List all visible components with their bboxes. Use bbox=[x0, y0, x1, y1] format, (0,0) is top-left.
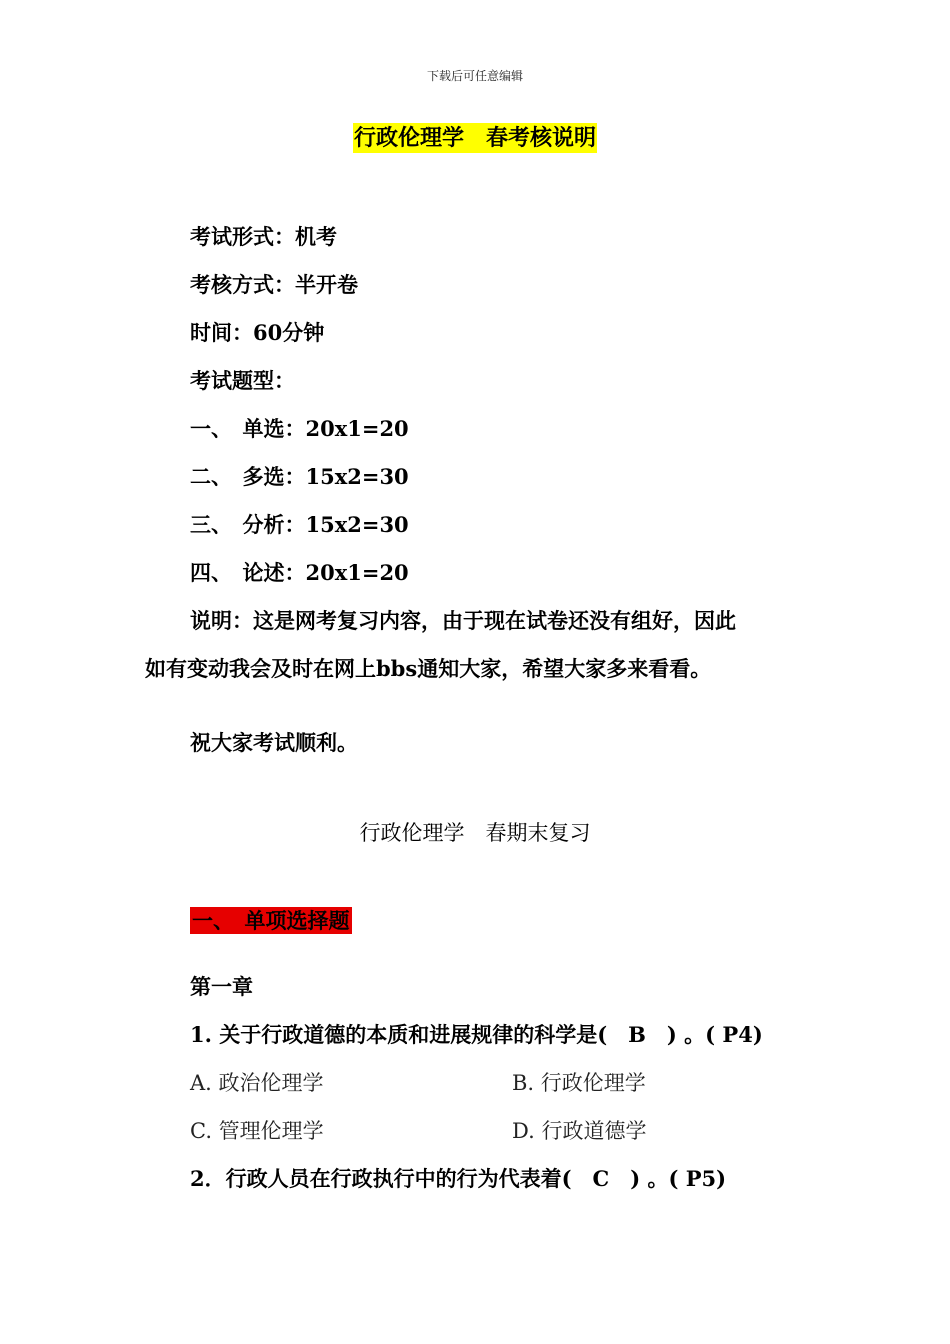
highlighted-section: 一、 单项选择题 bbox=[192, 908, 350, 933]
chapter-heading: 第一章 bbox=[190, 974, 253, 999]
question-1-option-c: C. 管理伦理学 bbox=[190, 1119, 324, 1143]
document-title bbox=[0, 121, 950, 152]
question-type-multiple: 二、 多选：15x2=30 bbox=[190, 464, 409, 489]
note-line-2: 如有变动我会及时在网上bbs通知大家，希望大家多来看看。 bbox=[145, 656, 712, 681]
question-type-essay: 四、 论述：20x1=20 bbox=[190, 560, 409, 585]
page-header: 下载后可任意编辑 bbox=[426, 69, 523, 83]
question-type-single: 一、 单选：20x1=20 bbox=[190, 416, 409, 441]
question-type-analysis: 三、 分析：15x2=30 bbox=[190, 512, 409, 537]
question-1-option-b: B. 行政伦理学 bbox=[512, 1071, 646, 1095]
question-types-label: 考试题型： bbox=[190, 368, 295, 393]
section-heading bbox=[190, 905, 352, 935]
question-1-option-a: A. 政治伦理学 bbox=[190, 1071, 324, 1095]
highlighted-title: 行政伦理学 春考核说明 bbox=[353, 125, 596, 151]
review-title: 行政伦理学 春期末复习 bbox=[359, 821, 591, 845]
wish-text: 祝大家考试顺利。 bbox=[190, 730, 358, 755]
exam-form: 考试形式：机考 bbox=[190, 224, 337, 249]
note-line-1: 说明：这是网考复习内容，由于现在试卷还没有组好，因此 bbox=[190, 608, 736, 633]
question-1-option-d: D. 行政道德学 bbox=[512, 1119, 647, 1143]
exam-time: 时间：60分钟 bbox=[190, 320, 325, 345]
question-1-stem: 1. 关于行政道德的本质和进展规律的科学是( B ) 。( P4) bbox=[190, 1022, 763, 1047]
assessment-method: 考核方式：半开卷 bbox=[190, 272, 358, 297]
question-2-stem: 2．行政人员在行政执行中的行为代表着( C ) 。( P5) bbox=[190, 1166, 727, 1191]
